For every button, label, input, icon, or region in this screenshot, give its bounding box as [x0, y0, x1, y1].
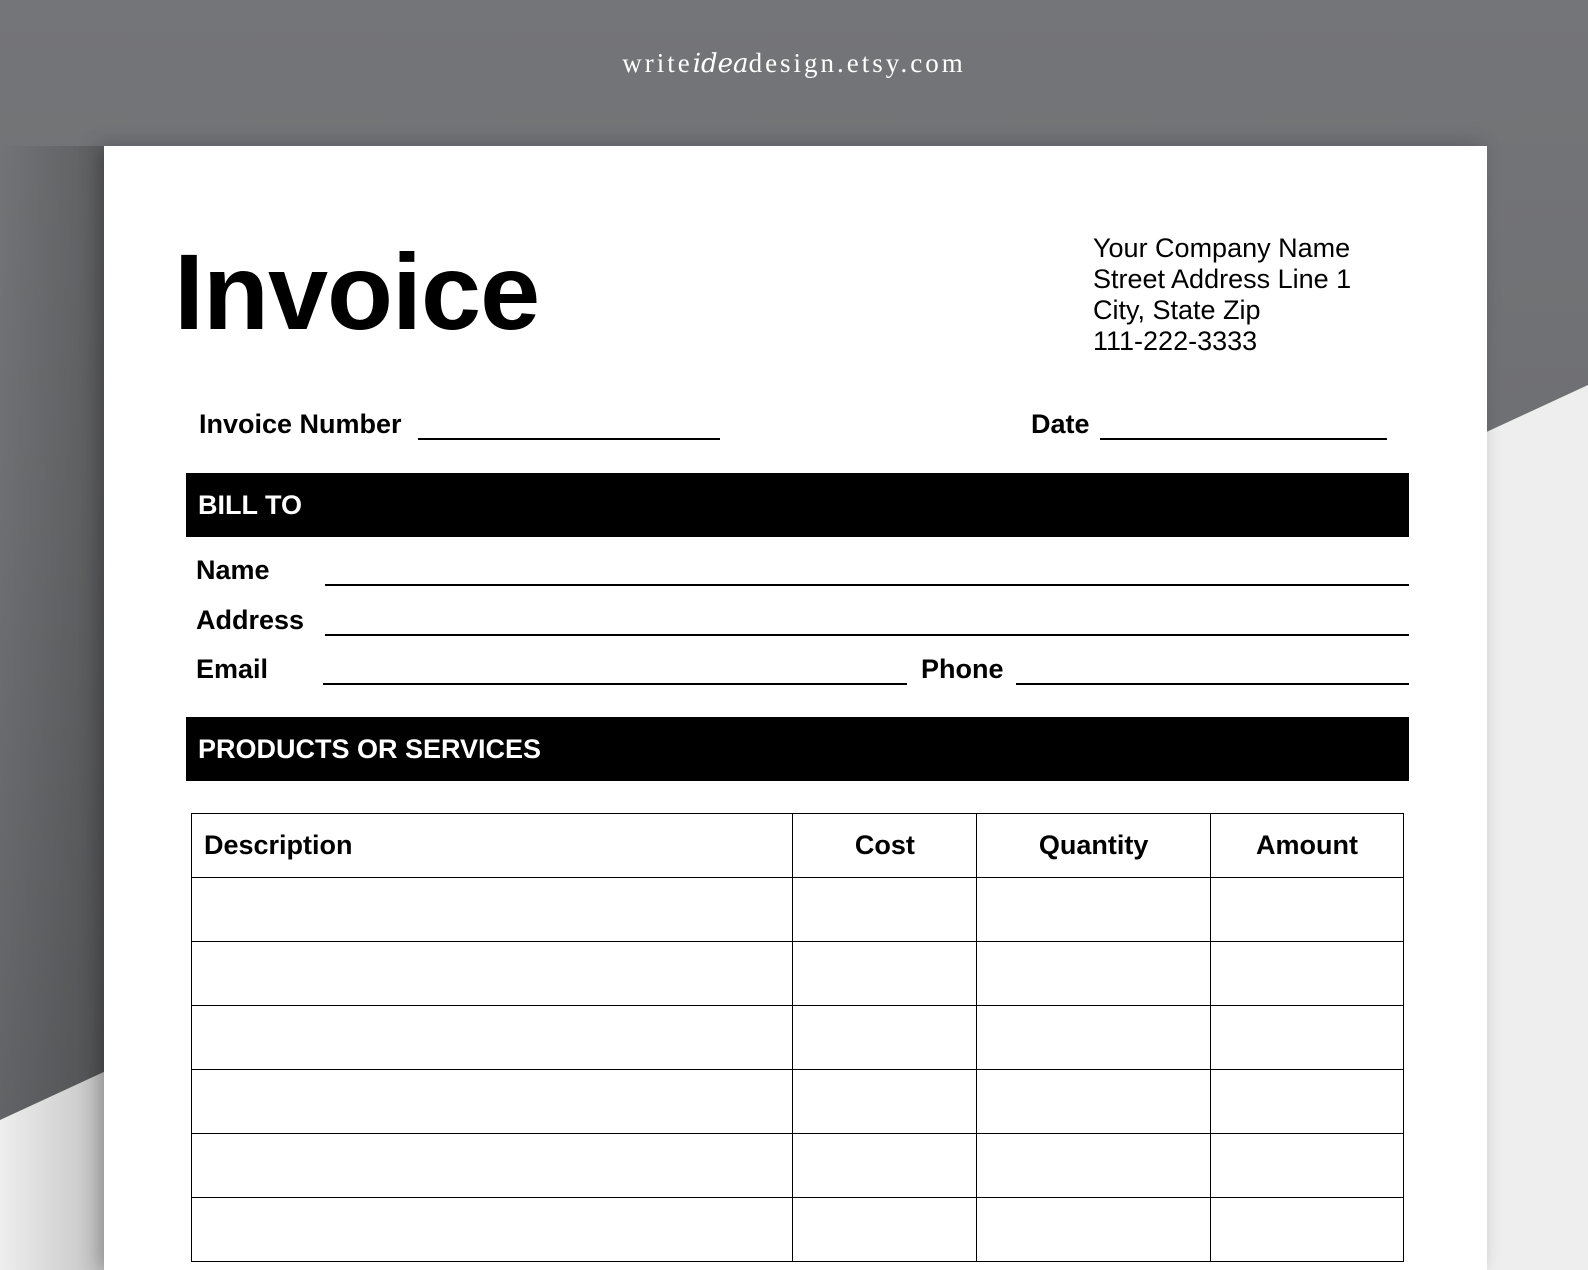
amount-cell[interactable]: [1210, 1006, 1403, 1070]
table-row: [192, 1070, 1404, 1134]
date-label: Date: [1031, 409, 1090, 439]
column-header-amount: Amount: [1210, 814, 1403, 878]
company-street: Street Address Line 1: [1093, 264, 1352, 294]
email-field[interactable]: [323, 683, 907, 685]
bill-to-header: BILL TO: [186, 473, 1409, 537]
paper-shadow: [0, 146, 104, 1270]
company-phone: 111-222-3333: [1093, 326, 1258, 356]
company-block: [1093, 233, 1351, 357]
table-row: [192, 1134, 1404, 1198]
phone-field[interactable]: [1016, 683, 1409, 685]
table-row: [192, 1198, 1404, 1262]
description-cell[interactable]: [192, 1070, 793, 1134]
company-name: Your Company Name: [1093, 233, 1351, 263]
quantity-cell[interactable]: [977, 878, 1211, 942]
column-header-description: Description: [192, 814, 793, 878]
address-label: Address: [196, 605, 305, 635]
amount-cell[interactable]: [1210, 1070, 1403, 1134]
watermark-script: idea: [692, 49, 749, 79]
quantity-cell[interactable]: [977, 1070, 1211, 1134]
description-cell[interactable]: [192, 942, 793, 1006]
cost-cell[interactable]: [793, 1134, 977, 1198]
watermark-prefix: write: [622, 48, 693, 78]
quantity-cell[interactable]: [977, 942, 1211, 1006]
name-label: Name: [196, 555, 270, 585]
description-cell[interactable]: [192, 1134, 793, 1198]
quantity-cell[interactable]: [977, 1006, 1211, 1070]
amount-cell[interactable]: [1210, 1198, 1403, 1262]
address-field[interactable]: [325, 634, 1409, 636]
email-label: Email: [196, 654, 269, 684]
amount-cell[interactable]: [1210, 942, 1403, 1006]
table-row: [192, 878, 1404, 942]
watermark: [0, 48, 1588, 79]
watermark-suffix: design.etsy.com: [748, 48, 966, 78]
amount-cell[interactable]: [1210, 878, 1403, 942]
quantity-cell[interactable]: [977, 1134, 1211, 1198]
description-cell[interactable]: [192, 1198, 793, 1262]
invoice-title: Invoice: [174, 231, 540, 352]
company-city: City, State Zip: [1093, 295, 1261, 325]
products-header: PRODUCTS OR SERVICES: [186, 717, 1409, 781]
phone-label: Phone: [921, 654, 1004, 684]
date-field[interactable]: [1100, 438, 1387, 440]
invoice-number-field[interactable]: [418, 438, 720, 440]
quantity-cell[interactable]: [977, 1198, 1211, 1262]
column-header-cost: Cost: [793, 814, 977, 878]
cost-cell[interactable]: [793, 1070, 977, 1134]
invoice-paper: [104, 146, 1487, 1270]
cost-cell[interactable]: [793, 1006, 977, 1070]
invoice-number-label: Invoice Number: [199, 409, 402, 439]
cost-cell[interactable]: [793, 878, 977, 942]
column-header-quantity: Quantity: [977, 814, 1211, 878]
description-cell[interactable]: [192, 1006, 793, 1070]
table-row: [192, 1006, 1404, 1070]
amount-cell[interactable]: [1210, 1134, 1403, 1198]
products-table: [191, 813, 1404, 1262]
table-row: [192, 942, 1404, 1006]
cost-cell[interactable]: [793, 942, 977, 1006]
cost-cell[interactable]: [793, 1198, 977, 1262]
table-header-row: [192, 814, 1404, 878]
name-field[interactable]: [325, 584, 1409, 586]
description-cell[interactable]: [192, 878, 793, 942]
